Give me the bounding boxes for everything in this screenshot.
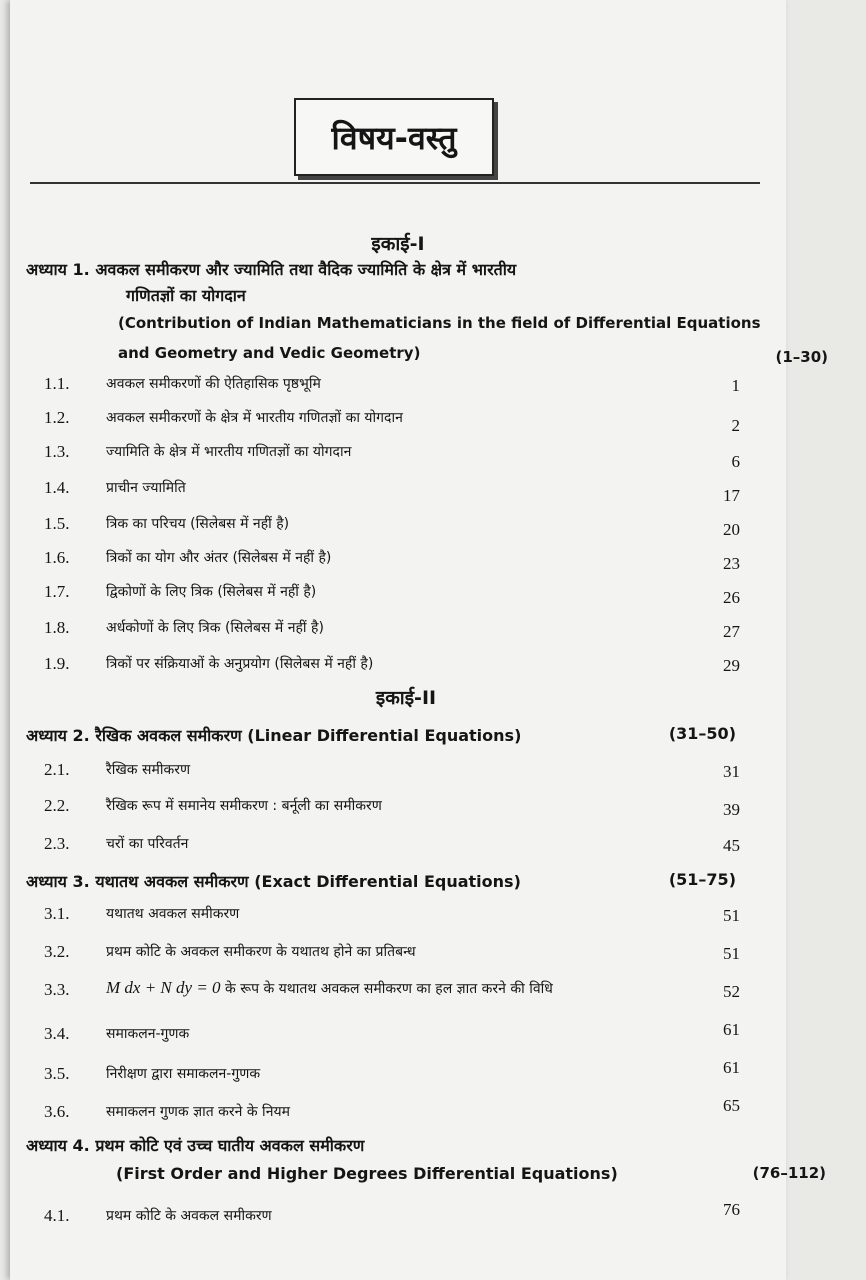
chapter-1-english-line2 (26, 344, 858, 366)
section-number: 1.7. (44, 582, 70, 601)
section-page: 20 (723, 520, 740, 539)
book-page (10, 0, 828, 1280)
section-page: 1 (731, 376, 740, 395)
section-title: द्विकोणों के लिए त्रिक (सिलेबस में नहीं है) (106, 584, 317, 600)
chapter-page-range: (31–50) (668, 724, 736, 743)
toc-entry (10, 1200, 786, 1232)
equation: M dx + N dy = 0 (106, 978, 221, 997)
toc-entry (10, 408, 786, 434)
section-number: 2.3. (44, 834, 70, 853)
toc-entry (10, 904, 786, 930)
toc-entry (10, 1020, 786, 1050)
toc-entry (10, 796, 786, 822)
page-title: विषय-वस्तु (294, 98, 494, 176)
section-page: 26 (723, 588, 740, 607)
section-page: 27 (723, 622, 740, 641)
section-page: 61 (723, 1020, 740, 1039)
section-number: 4.1. (44, 1206, 70, 1225)
toc-entry (10, 760, 786, 786)
toc-entry (10, 514, 786, 540)
section-page: 51 (723, 944, 740, 963)
title-divider (30, 182, 760, 184)
toc-entry (10, 478, 786, 504)
chapter-title: अवकल समीकरण और ज्यामिति तथा वैदिक ज्यामिति के क्षेत्र में भारतीय (95, 260, 517, 279)
toc-entry (10, 618, 786, 644)
section-title: समाकलन-गुणक (106, 1026, 190, 1042)
section-title (106, 978, 553, 998)
section-title-text: के रूप के यथातथ अवकल समीकरण का हल ज्ञात करने की विधि (220, 981, 553, 997)
unit-heading-1: इकाई-I (371, 233, 425, 255)
section-title: अवकल समीकरणों के क्षेत्र में भारतीय गणितज्ञों का योगदान (106, 410, 403, 426)
section-page: 31 (723, 762, 740, 781)
section-page: 29 (723, 656, 740, 675)
section-page: 23 (723, 554, 740, 573)
chapter-title: रैखिक अवकल समीकरण (Linear Differential Equations) (95, 726, 522, 745)
chapter-label: अध्याय 4. (26, 1136, 90, 1155)
section-page: 76 (723, 1200, 740, 1219)
unit-heading-2: इकाई-II (375, 687, 437, 709)
section-number: 1.1. (44, 374, 70, 393)
toc-entry (10, 1058, 786, 1090)
toc-entry (10, 942, 786, 968)
section-number: 1.5. (44, 514, 70, 533)
toc-entry (10, 654, 786, 680)
section-number: 3.4. (44, 1024, 70, 1043)
section-title: अर्धकोणों के लिए त्रिक (सिलेबस में नहीं है) (106, 620, 324, 636)
chapter-english-title: (First Order and Higher Degrees Differential Equations) (116, 1164, 618, 1183)
section-page: 2 (731, 416, 740, 435)
section-title: रैखिक रूप में समानेय समीकरण : बर्नूली का समीकरण (106, 798, 382, 814)
section-title: त्रिकों का योग और अंतर (सिलेबस में नहीं है) (106, 550, 332, 566)
section-title: निरीक्षण द्वारा समाकलन-गुणक (106, 1066, 261, 1082)
section-title: त्रिकों पर संक्रियाओं के अनुप्रयोग (सिलेबस में नहीं है) (106, 656, 374, 672)
chapter-1-heading (26, 258, 766, 280)
chapter-1-english-line1: (Contribution of Indian Mathematicians in the field of Differential Equations (118, 314, 761, 332)
section-number: 2.1. (44, 760, 70, 779)
chapter-label: अध्याय 3. (26, 872, 90, 891)
section-title: यथातथ अवकल समीकरण (106, 906, 240, 922)
section-title: ज्यामिति के क्षेत्र में भारतीय गणितज्ञों का योगदान (106, 444, 352, 460)
toc-entry (10, 980, 786, 1006)
section-title: चरों का परिवर्तन (106, 836, 189, 852)
section-page: 45 (723, 836, 740, 855)
section-title: त्रिक का परिचय (सिलेबस में नहीं है) (106, 516, 290, 532)
toc-entry (10, 1096, 786, 1128)
section-page: 17 (723, 486, 740, 505)
section-title: रैखिक समीकरण (106, 762, 191, 778)
section-number: 1.4. (44, 478, 70, 497)
chapter-page-range: (76–112) (752, 1164, 826, 1182)
toc-entry (10, 442, 786, 471)
section-page: 51 (723, 906, 740, 925)
chapter-4-heading (26, 1134, 766, 1156)
chapter-4-english-line (26, 1164, 856, 1183)
section-title: प्रथम कोटि के अवकल समीकरण (106, 1208, 272, 1224)
toc-entry (10, 834, 786, 860)
section-number: 3.2. (44, 942, 70, 961)
section-title: प्रथम कोटि के अवकल समीकरण के यथातथ होने का प्रतिबन्ध (106, 944, 416, 960)
section-page: 6 (731, 452, 740, 471)
section-number: 3.3. (44, 980, 70, 999)
chapter-page-range: (51–75) (668, 870, 736, 889)
section-number: 3.5. (44, 1064, 70, 1083)
section-page: 52 (723, 982, 740, 1001)
chapter-title: प्रथम कोटि एवं उच्च घातीय अवकल समीकरण (95, 1136, 365, 1155)
section-page: 61 (723, 1058, 740, 1077)
chapter-page-range: (1–30) (775, 348, 828, 366)
section-number: 3.1. (44, 904, 70, 923)
section-number: 1.9. (44, 654, 70, 673)
section-number: 1.8. (44, 618, 70, 637)
section-title: समाकलन गुणक ज्ञात करने के नियम (106, 1104, 290, 1120)
chapter-1-title-line2: गणितज्ञों का योगदान (126, 286, 246, 305)
section-number: 1.3. (44, 442, 70, 461)
chapter-title: यथातथ अवकल समीकरण (Exact Differential Equations) (95, 872, 521, 891)
chapter-2-heading (26, 724, 766, 746)
section-page: 65 (723, 1096, 740, 1115)
chapter-label: अध्याय 1. (26, 260, 90, 279)
section-number: 3.6. (44, 1102, 70, 1121)
chapter-label: अध्याय 2. (26, 726, 90, 745)
section-number: 1.6. (44, 548, 70, 567)
section-title: अवकल समीकरणों की ऐतिहासिक पृष्ठभूमि (106, 376, 321, 392)
section-number: 1.2. (44, 408, 70, 427)
toc-entry (10, 548, 786, 574)
section-title: प्राचीन ज्यामिति (106, 480, 186, 496)
chapter-3-heading (26, 870, 766, 892)
section-number: 2.2. (44, 796, 70, 815)
toc-entry (10, 374, 786, 400)
toc-entry (10, 582, 786, 608)
section-page: 39 (723, 800, 740, 819)
chapter-english-title: and Geometry and Vedic Geometry) (118, 344, 421, 362)
